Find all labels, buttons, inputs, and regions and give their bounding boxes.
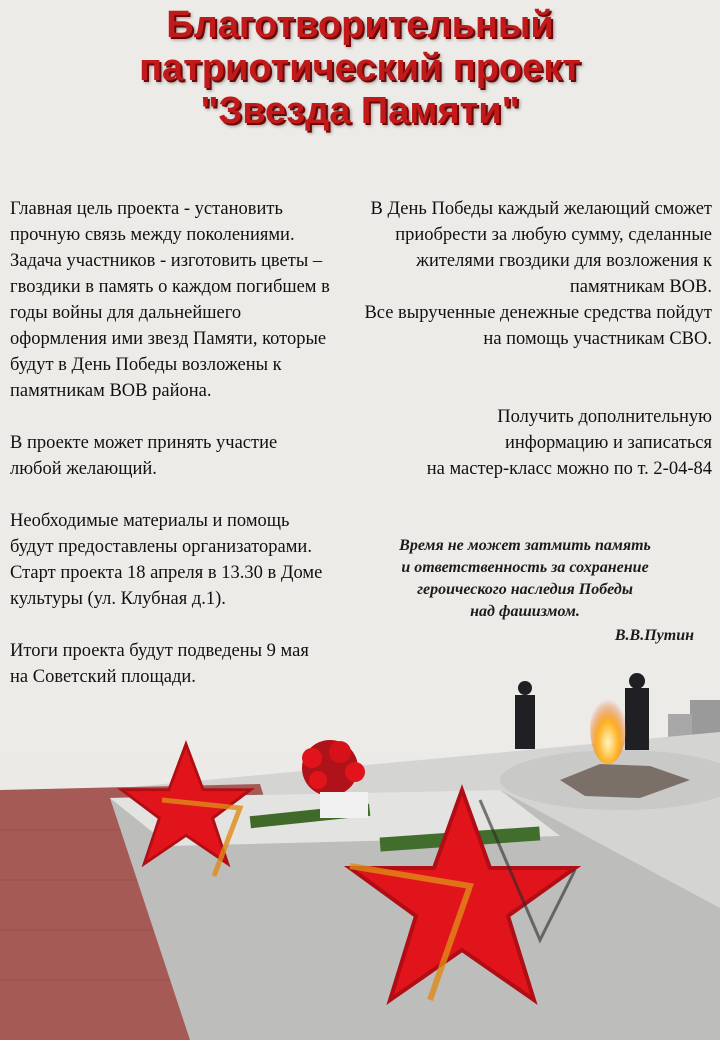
quote-line-1: Время не может затмить память bbox=[399, 537, 651, 554]
project-goal-text: Главная цель проекта - установить прочную связь между поколениями. Задача участников - изготовить цветы – гвоздики в память о каждом погибшем в годы войны для дальнейшего оформления ими звезд Памяти, которые будут в День Победы возложены к памятникам ВОВ района. bbox=[10, 199, 330, 401]
contact-text bbox=[360, 404, 712, 482]
title-line-2: патриотический проект bbox=[139, 47, 581, 89]
memorial-photo bbox=[0, 640, 720, 1040]
results-text: Итоги проекта будут подведены 9 мая на Советский площади. bbox=[10, 641, 309, 687]
quote-line-3: героического наследия Победы bbox=[417, 581, 633, 598]
funds-text: Все вырученные денежные средства пойдут на помощь участникам СВО. bbox=[364, 303, 712, 349]
materials-text: Необходимые материалы и помощь будут предоставлены организаторами. bbox=[10, 511, 312, 557]
start-text: Старт проекта 18 апреля в 13.30 в Доме культуры (ул. Клубная д.1). bbox=[10, 563, 323, 609]
quote-block bbox=[352, 535, 698, 647]
left-column bbox=[10, 196, 330, 716]
fire-icon bbox=[590, 692, 626, 764]
contact-line-1: Получить дополнительную bbox=[497, 407, 712, 427]
participants-text: В проекте может принять участие любой желающий. bbox=[10, 433, 278, 479]
right-column bbox=[360, 196, 712, 482]
title-line-1: Благотворительный bbox=[166, 4, 554, 46]
title-line-3: "Звезда Памяти" bbox=[200, 90, 520, 132]
quote-line-2: и ответственность за сохранение bbox=[401, 559, 649, 576]
victory-day-text: В День Победы каждый желающий сможет приобрести за любую сумму, сделанные жителями гвоздики для возложения к памятникам ВОВ. bbox=[370, 199, 712, 297]
quote-author: В.В.Путин bbox=[614, 627, 694, 644]
quote-line-4: над фашизмом. bbox=[470, 603, 580, 620]
contact-line-3: на мастер-класс можно по т. 2-04-84 bbox=[426, 459, 712, 479]
contact-line-2: информацию и записаться bbox=[504, 433, 712, 453]
poster-title bbox=[0, 4, 720, 133]
